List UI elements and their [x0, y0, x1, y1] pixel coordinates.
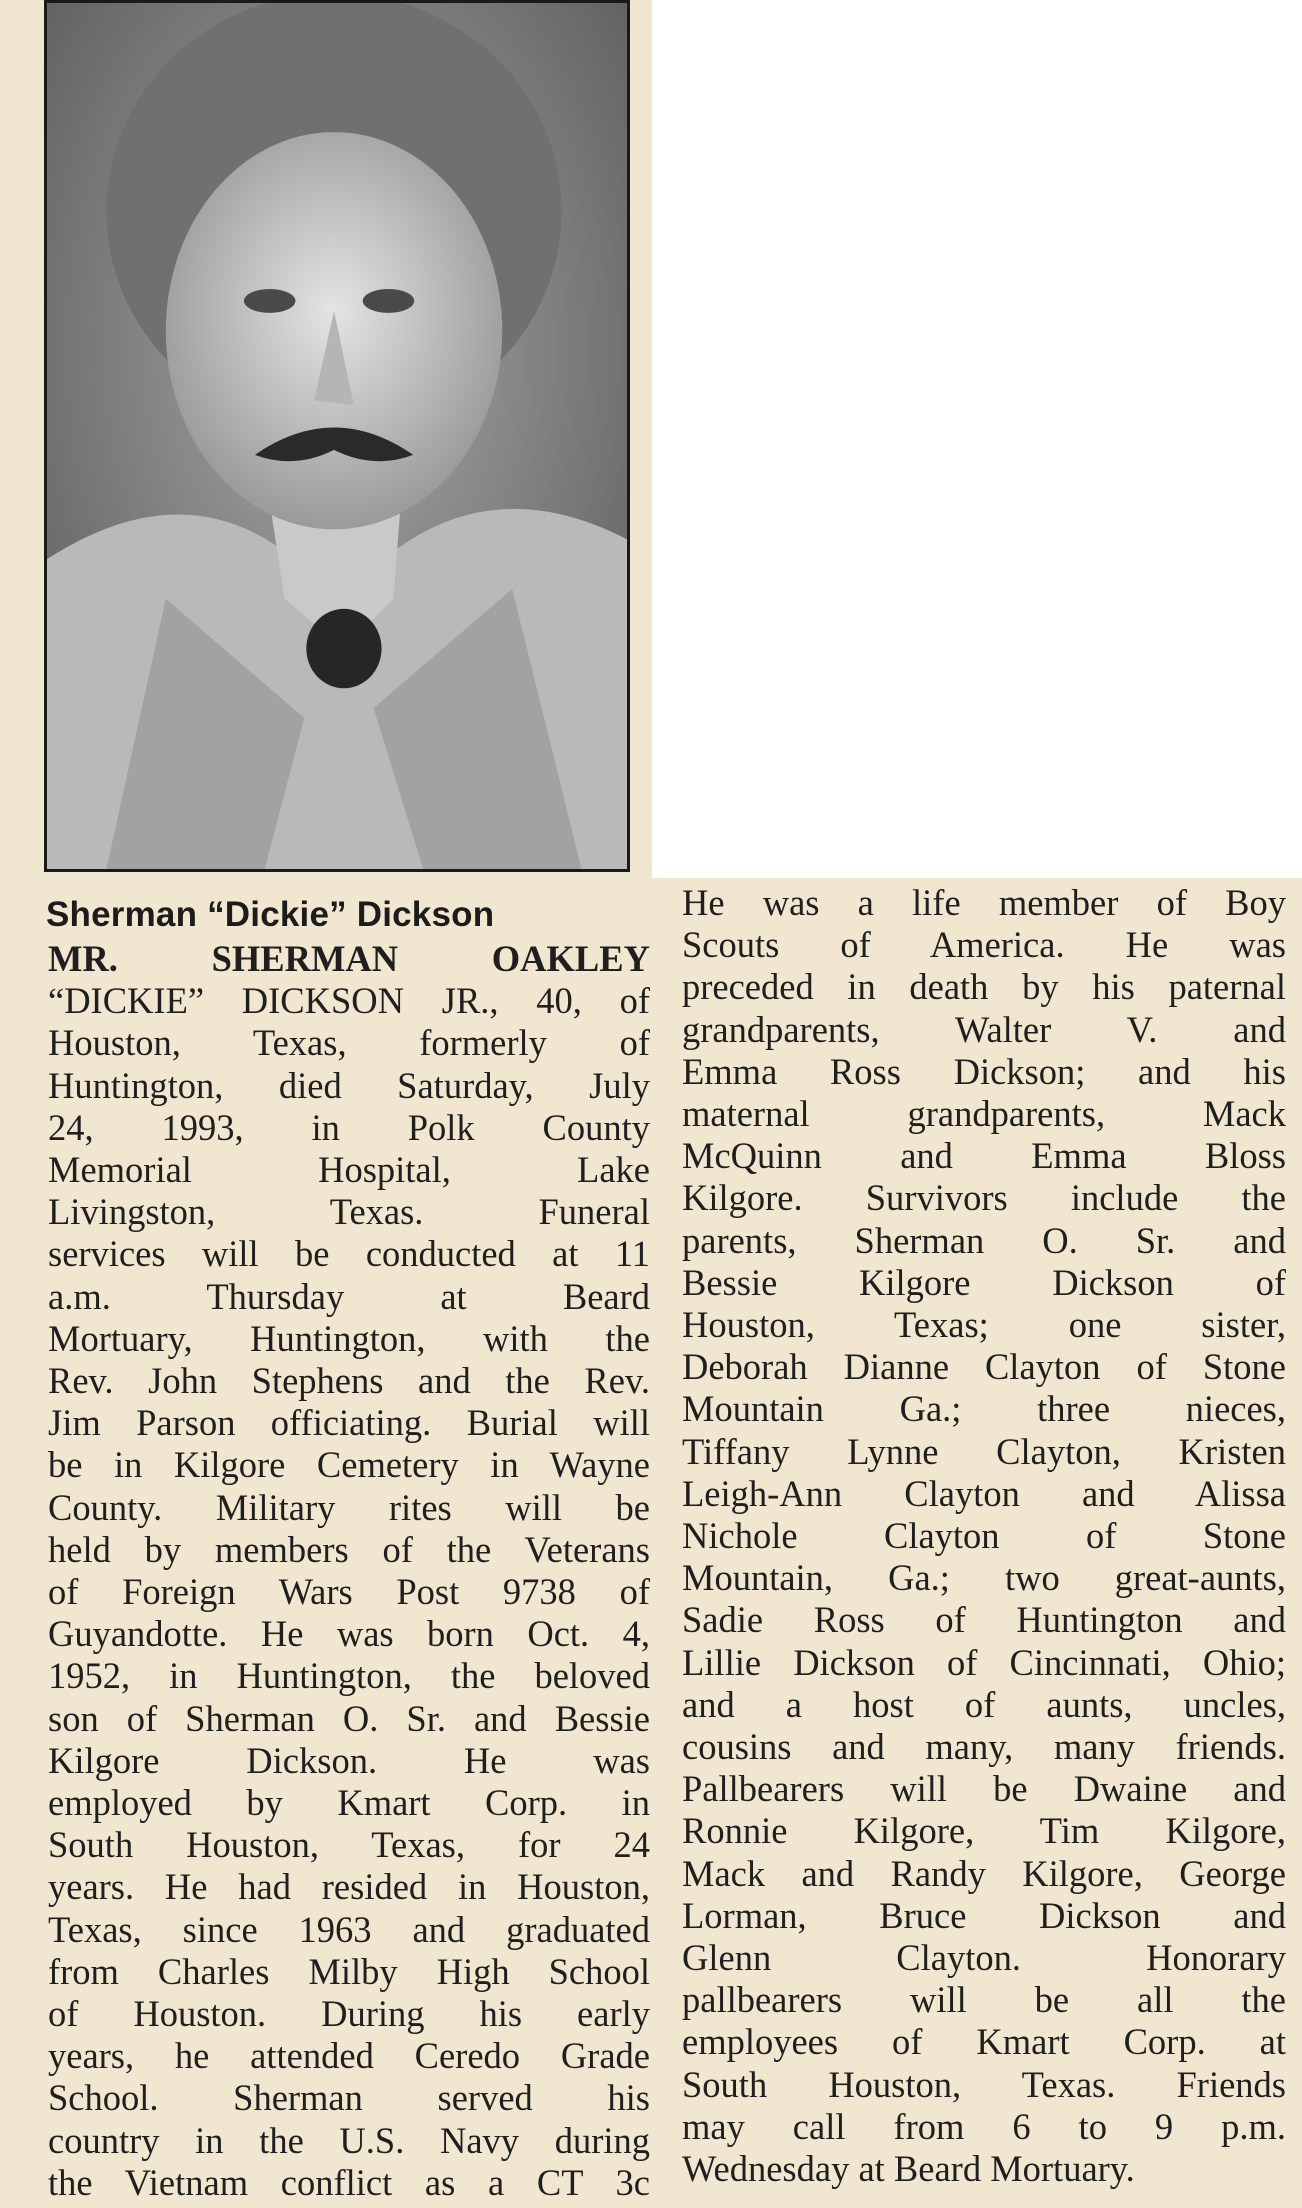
text-line: Jim Parson officiating. Burial will — [48, 1402, 650, 1444]
text-line: Ronnie Kilgore, Tim Kilgore, — [682, 1810, 1286, 1852]
text-line: He was a life member of Boy — [682, 882, 1286, 923]
text-line: employed by Kmart Corp. in — [48, 1782, 650, 1824]
text-line: cousins and many, many friends. — [682, 1726, 1286, 1768]
text-line: the Vietnam conflict as a CT 3c — [48, 2161, 650, 2203]
text-line: Rev. John Stephens and the Rev. — [48, 1360, 650, 1402]
text-line: maternal grandparents, Mack — [682, 1093, 1286, 1135]
text-line: South Houston, Texas. Friends — [682, 2063, 1286, 2105]
text-line: Tiffany Lynne Clayton, Kristen — [682, 1430, 1286, 1472]
text-line: and a host of aunts, uncles, — [682, 1683, 1286, 1725]
text-line: Kilgore. Survivors include the — [682, 1177, 1286, 1219]
text-line: may call from 6 to 9 p.m. — [682, 2105, 1286, 2147]
text-line: of Foreign Wars Post 9738 of — [48, 1571, 650, 1613]
text-line: Guyandotte. He was born Oct. 4, — [48, 1613, 650, 1655]
text-line: Lorman, Bruce Dickson and — [682, 1894, 1286, 1936]
portrait-photo — [44, 0, 630, 872]
text-line: Mortuary, Huntington, with the — [48, 1317, 650, 1359]
text-line: Bessie Kilgore Dickson of — [682, 1261, 1286, 1303]
text-line: Leigh-Ann Clayton and Alissa — [682, 1472, 1286, 1514]
text-line: 24, 1993, in Polk County — [48, 1106, 650, 1148]
text-line: Livingston, Texas. Funeral — [48, 1191, 650, 1233]
text-line: Mountain Ga.; three nieces, — [682, 1388, 1286, 1430]
text-line: be in Kilgore Cemetery in Wayne — [48, 1444, 650, 1486]
text-line: son of Sherman O. Sr. and Bessie — [48, 1697, 650, 1739]
text-line: years, he attended Ceredo Grade — [48, 2035, 650, 2077]
text-line: Mack and Randy Kilgore, George — [682, 1852, 1286, 1894]
text-line: country in the U.S. Navy during — [48, 2119, 650, 2161]
text-line: Huntington, died Saturday, July — [48, 1064, 650, 1106]
portrait-illustration — [47, 3, 627, 869]
text-line: Mountain, Ga.; two great-aunts, — [682, 1557, 1286, 1599]
text-line: grandparents, Walter V. and — [682, 1008, 1286, 1050]
text-line: Pallbearers will be Dwaine and — [682, 1768, 1286, 1810]
text-line: pallbearers will be all the — [682, 1979, 1286, 2021]
text-line: employees of Kmart Corp. at — [682, 2021, 1286, 2063]
obituary-column-right — [682, 882, 1286, 2190]
obituary-headline: Sherman “Dickie” Dickson — [46, 895, 495, 934]
text-line: “DICKIE” DICKSON JR., 40, of — [48, 980, 650, 1022]
text-line: Houston, Texas; one sister, — [682, 1304, 1286, 1346]
text-line: Deborah Dianne Clayton of Stone — [682, 1346, 1286, 1388]
text-line: preceded in death by his paternal — [682, 966, 1286, 1008]
text-line: School. Sherman served his — [48, 2077, 650, 2119]
text-line: Scouts of America. He was — [682, 924, 1286, 966]
text-line: Emma Ross Dickson; and his — [682, 1050, 1286, 1092]
text-line: Lillie Dickson of Cincinnati, Ohio; — [682, 1641, 1286, 1683]
text-line: Nichole Clayton of Stone — [682, 1515, 1286, 1557]
text-line: Kilgore Dickson. He was — [48, 1739, 650, 1781]
text-line: from Charles Milby High School — [48, 1950, 650, 1992]
text-line: MR. SHERMAN OAKLEY — [48, 938, 650, 979]
text-line: a.m. Thursday at Beard — [48, 1275, 650, 1317]
text-line: Memorial Hospital, Lake — [48, 1149, 650, 1191]
text-line: Texas, since 1963 and graduated — [48, 1908, 650, 1950]
text-line: of Houston. During his early — [48, 1993, 650, 2035]
text-line: McQuinn and Emma Bloss — [682, 1135, 1286, 1177]
text-line: 1952, in Huntington, the beloved — [48, 1655, 650, 1697]
text-line: Wednesday at Beard Mortuary. — [682, 2148, 1135, 2190]
text-line: South Houston, Texas, for 24 — [48, 1824, 650, 1866]
text-line: parents, Sherman O. Sr. and — [682, 1219, 1286, 1261]
text-line: Glenn Clayton. Honorary — [682, 1937, 1286, 1979]
text-line: held by members of the Veterans — [48, 1528, 650, 1570]
text-line: Houston, Texas, formerly of — [48, 1022, 650, 1064]
text-line: County. Military rites will be — [48, 1486, 650, 1528]
obituary-column-left — [48, 938, 650, 2204]
text-line: services will be conducted at 11 — [48, 1233, 650, 1275]
text-line: years. He had resided in Houston, — [48, 1866, 650, 1908]
text-line: Sadie Ross of Huntington and — [682, 1599, 1286, 1641]
